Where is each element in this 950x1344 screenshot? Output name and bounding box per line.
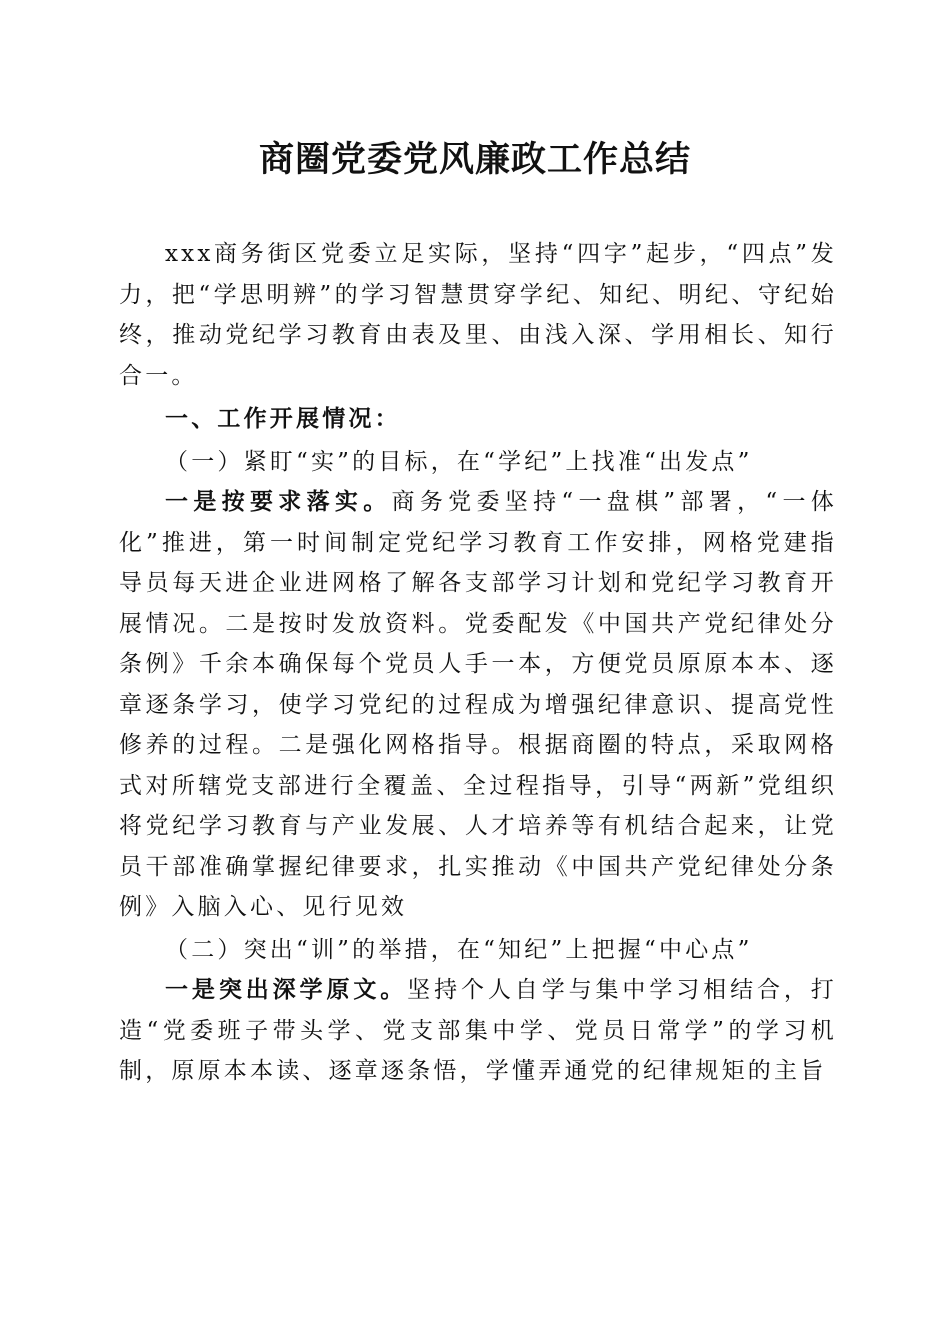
paragraph-lead-2: 一是突出深学原文。 — [165, 976, 408, 1003]
paragraph-text-1: 商务党委坚持“一盘棋”部署，“一体化”推进，第一时间制定党纪学习教育工作安排，网格党建指导员每天进企业进网格了解各支部学习计划和党纪学习教育开展情况。二是按时发放资料。党委配发《中国共产党纪律处分条例》千余本确保每个党员人手一本，方便党员原原本本、逐章逐条学习，使学习党纪的过程成为增强纪律意识、提高党性修养的过程。二是强化网格指导。根据商圈的特点，采取网格式对所辖党支部进行全覆盖、全过程指导，引导“两新”党组织将党纪学习教育与产业发展、人才培养等有机结合起来，让党员干部准确掌握纪律要求，扎实推动《中国共产党纪律处分条例》入脑入心、见行见效 — [119, 489, 837, 920]
intro-paragraph: xxx商务街区党委立足实际，坚持“四字”起步，“四点”发力，把“学思明辨”的学习智慧贯穿学纪、知纪、明纪、守纪始终，推动党纪学习教育由表及里、由浅入深、学用相长、知行合一。 — [119, 241, 837, 389]
document-title: 商圈党委党风廉政工作总结 — [258, 139, 691, 180]
subsection-heading-1: （一）紧盯“实”的目标，在“学纪”上找准“出发点” — [165, 448, 753, 475]
subsection-paragraph-1 — [119, 482, 837, 928]
subsection-heading-2: （二）突出“训”的举措，在“知纪”上把握“中心点” — [165, 936, 753, 963]
subsection-paragraph-2 — [119, 970, 837, 1092]
paragraph-text-2: 坚持个人自学与集中学习相结合，打造“党委班子带头学、党支部集中学、党员日常学”的学习机制，原原本本读、逐章逐条悟，学懂弄通党的纪律规矩的主旨 — [119, 977, 837, 1084]
document-body — [119, 234, 837, 1092]
section-heading: 一、工作开展情况： — [165, 405, 401, 432]
paragraph-lead-1: 一是按要求落实。 — [165, 488, 392, 515]
